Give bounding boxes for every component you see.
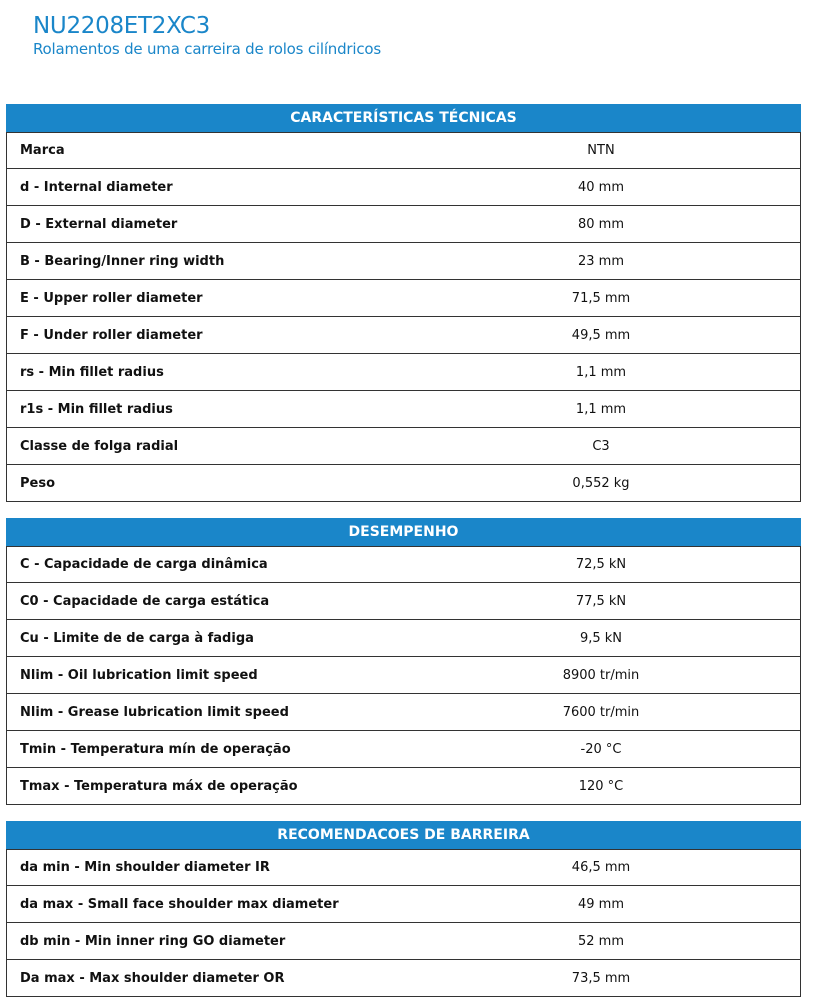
table-row	[7, 849, 800, 886]
row-label: Nlim - Oil lubrication limit speed	[20, 667, 258, 683]
row-value: 8900 tr/min	[562, 667, 640, 683]
row-label: Classe de folga radial	[20, 438, 179, 454]
table-row	[7, 960, 800, 997]
row-label: da min - Min shoulder diameter IR	[20, 860, 270, 875]
table-row	[7, 465, 800, 502]
row-label: B - Bearing/Inner ring width	[20, 253, 225, 269]
row-value: 7600 tr/min	[562, 704, 640, 720]
section-header: CARACTERÍSTICAS TÉCNICAS	[6, 104, 801, 132]
spec-table	[6, 849, 801, 997]
page-subtitle: Rolamentos de uma carreira de rolos cilíndricos	[33, 40, 381, 58]
page-title: NU2208ET2XC3	[33, 13, 210, 39]
row-label: Peso	[20, 475, 56, 491]
table-row	[7, 923, 800, 960]
table-row	[7, 132, 800, 169]
row-value: 49 mm	[577, 896, 624, 912]
row-value: 1,1 mm	[575, 364, 627, 380]
spec-table	[6, 546, 801, 805]
table-row	[7, 243, 800, 280]
row-value: 1,1 mm	[575, 401, 627, 417]
row-label: Tmin - Temperatura mín de operação	[20, 741, 291, 757]
table-row	[7, 317, 800, 354]
row-value: NTN	[587, 143, 615, 158]
table-row	[7, 886, 800, 923]
row-label: d - Internal diameter	[20, 179, 173, 195]
section-header: DESEMPENHO	[6, 518, 801, 546]
row-value: 77,5 kN	[575, 593, 627, 609]
section-technical-characteristics	[6, 104, 801, 502]
table-row	[7, 657, 800, 694]
row-value: 49,5 mm	[571, 327, 631, 343]
row-label: Da max - Max shoulder diameter OR	[20, 970, 285, 986]
row-value: 71,5 mm	[571, 290, 631, 306]
table-row	[7, 206, 800, 243]
section-performance	[6, 518, 801, 805]
row-value: 40 mm	[577, 179, 624, 195]
row-value: 9,5 kN	[579, 630, 623, 646]
row-value: 80 mm	[577, 216, 624, 232]
row-label: D - External diameter	[20, 216, 178, 232]
row-label: C0 - Capacidade de carga estática	[20, 593, 270, 609]
table-row	[7, 620, 800, 657]
section-barrier-recommendations	[6, 821, 801, 997]
page-header	[33, 12, 381, 58]
table-row	[7, 428, 800, 465]
row-label: Tmax - Temperatura máx de operação	[20, 778, 298, 794]
table-row	[7, 169, 800, 206]
row-value: 0,552 kg	[572, 475, 630, 491]
row-value: 120 °C	[578, 778, 624, 794]
row-value: 23 mm	[577, 253, 624, 269]
row-label: r1s - Min fillet radius	[20, 401, 173, 417]
table-row	[7, 280, 800, 317]
row-label: Marca	[20, 143, 65, 158]
row-value: 72,5 kN	[575, 557, 627, 572]
row-label: db min - Min inner ring GO diameter	[20, 933, 286, 949]
table-row	[7, 391, 800, 428]
row-value: 46,5 mm	[571, 860, 631, 875]
row-label: F - Under roller diameter	[20, 327, 203, 343]
row-value: -20 °C	[580, 741, 622, 757]
row-label: da max - Small face shoulder max diameter	[20, 896, 339, 912]
table-row	[7, 546, 800, 583]
table-row	[7, 583, 800, 620]
table-row	[7, 731, 800, 768]
spec-table	[6, 132, 801, 502]
row-label: rs - Min fillet radius	[20, 364, 164, 380]
table-row	[7, 354, 800, 391]
row-label: E - Upper roller diameter	[20, 290, 203, 306]
section-header: RECOMENDACOES DE BARREIRA	[6, 821, 801, 849]
table-row	[7, 694, 800, 731]
row-label: C - Capacidade de carga dinâmica	[20, 557, 268, 572]
row-value: 73,5 mm	[571, 970, 631, 986]
table-row	[7, 768, 800, 805]
row-label: Nlim - Grease lubrication limit speed	[20, 704, 289, 720]
row-label: Cu - Limite de de carga à fadiga	[20, 630, 254, 646]
row-value: 52 mm	[577, 933, 624, 949]
row-value: C3	[592, 438, 610, 454]
